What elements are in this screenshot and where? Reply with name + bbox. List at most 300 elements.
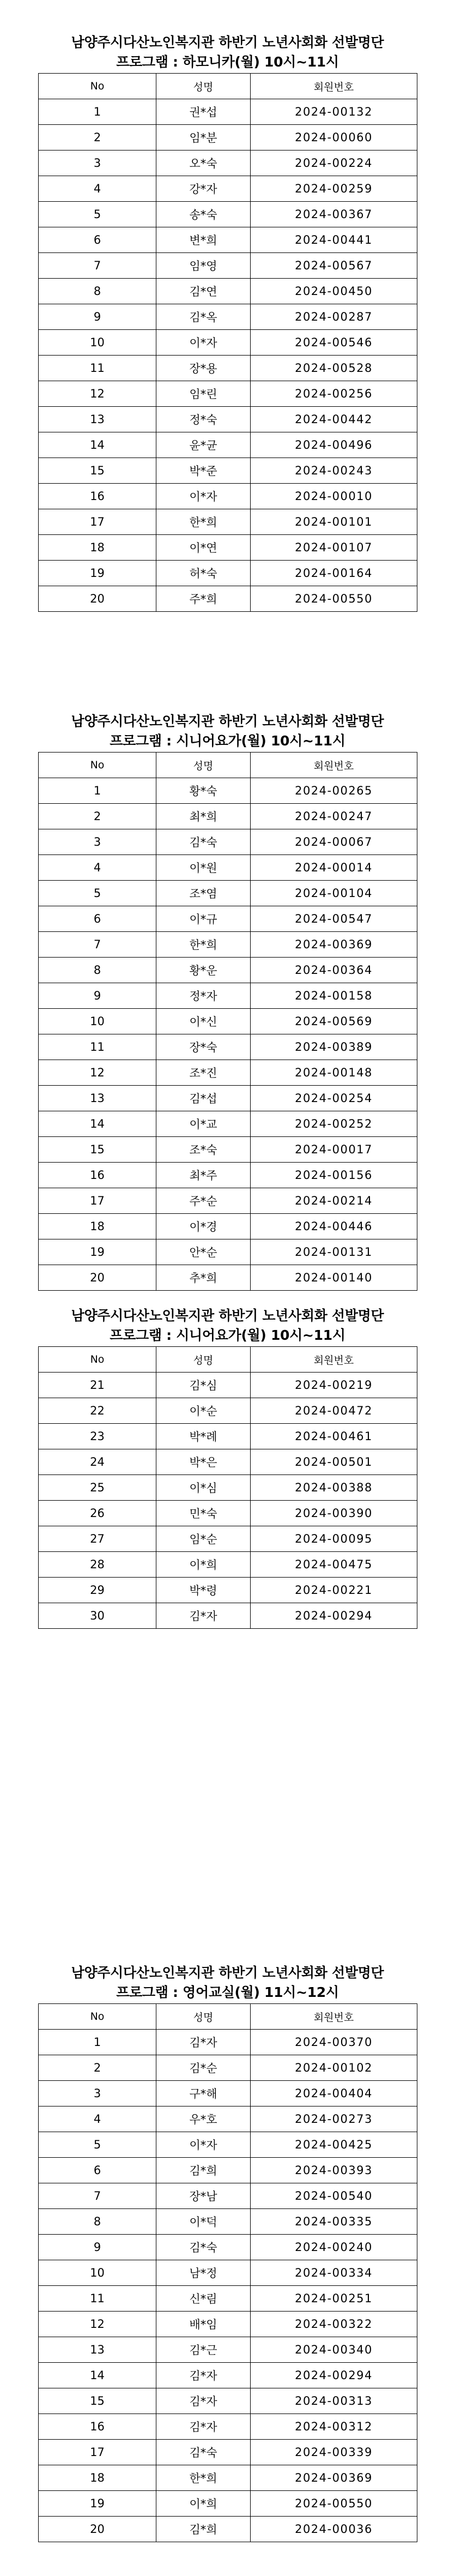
cell-name: 김*숙 [156, 2440, 251, 2465]
cell-name: 이*원 [156, 855, 251, 881]
table-row [39, 2312, 417, 2337]
cell-member-id: 2024-00472 [251, 1398, 417, 1424]
cell-name: 김*순 [156, 2055, 251, 2081]
cell-name: 한*희 [156, 932, 251, 958]
table-row [39, 2055, 417, 2081]
cell-no: 8 [39, 958, 156, 983]
cell-no: 9 [39, 2235, 156, 2260]
cell-name: 조*진 [156, 1060, 251, 1086]
cell-member-id: 2024-00322 [251, 2312, 417, 2337]
cell-name: 김*자 [156, 2030, 251, 2055]
cell-name: 김*희 [156, 2158, 251, 2183]
cell-member-id: 2024-00528 [251, 356, 417, 381]
cell-name: 구*해 [156, 2081, 251, 2106]
table-row [39, 1603, 417, 1629]
cell-name: 민*숙 [156, 1501, 251, 1526]
table-row [39, 804, 417, 829]
cell-name: 최*희 [156, 804, 251, 829]
table-row [39, 2030, 417, 2055]
roster-section-yoga-1 [38, 712, 417, 1291]
cell-no: 6 [39, 227, 156, 253]
header-name: 성명 [156, 74, 251, 99]
cell-no: 5 [39, 2132, 156, 2158]
cell-no: 1 [39, 778, 156, 804]
table-header-row [39, 74, 417, 99]
cell-member-id: 2024-00060 [251, 125, 417, 151]
cell-no: 15 [39, 2388, 156, 2414]
table-row [39, 432, 417, 458]
roster-section-yoga-2 [38, 1306, 417, 1629]
cell-no: 30 [39, 1603, 156, 1629]
cell-name: 조*염 [156, 881, 251, 906]
cell-no: 1 [39, 99, 156, 125]
cell-name: 김*심 [156, 1373, 251, 1398]
cell-member-id: 2024-00446 [251, 1214, 417, 1239]
cell-member-id: 2024-00335 [251, 2209, 417, 2235]
cell-no: 19 [39, 2491, 156, 2517]
cell-name: 이*자 [156, 330, 251, 356]
table-header-row [39, 753, 417, 778]
cell-name: 이*순 [156, 1398, 251, 1424]
cell-member-id: 2024-00164 [251, 561, 417, 586]
cell-no: 5 [39, 881, 156, 906]
table-header-row [39, 1347, 417, 1373]
cell-no: 2 [39, 804, 156, 829]
cell-member-id: 2024-00017 [251, 1137, 417, 1163]
table-header-row [39, 2004, 417, 2030]
table-row [39, 535, 417, 561]
table-row [39, 1239, 417, 1265]
cell-name: 장*용 [156, 356, 251, 381]
cell-name: 이*자 [156, 2132, 251, 2158]
cell-no: 13 [39, 1086, 156, 1111]
table-row [39, 151, 417, 176]
cell-member-id: 2024-00240 [251, 2235, 417, 2260]
table-row [39, 304, 417, 330]
cell-name: 이*교 [156, 1111, 251, 1137]
cell-name: 오*숙 [156, 151, 251, 176]
cell-no: 25 [39, 1475, 156, 1501]
cell-name: 주*순 [156, 1188, 251, 1214]
header-member-id: 회원번호 [251, 2004, 417, 2030]
table-row [39, 1449, 417, 1475]
table-row [39, 855, 417, 881]
table-row [39, 1214, 417, 1239]
table-row [39, 202, 417, 227]
cell-member-id: 2024-00364 [251, 958, 417, 983]
cell-member-id: 2024-00247 [251, 804, 417, 829]
cell-no: 1 [39, 2030, 156, 2055]
cell-no: 9 [39, 304, 156, 330]
roster-table [38, 2003, 417, 2542]
cell-no: 2 [39, 125, 156, 151]
cell-name: 한*희 [156, 509, 251, 535]
program-title: 프로그램 : 시니어요가(월) 10시~11시 [110, 733, 345, 749]
cell-member-id: 2024-00251 [251, 2286, 417, 2312]
cell-name: 정*자 [156, 983, 251, 1009]
cell-member-id: 2024-00014 [251, 855, 417, 881]
table-row [39, 1188, 417, 1214]
cell-member-id: 2024-00287 [251, 304, 417, 330]
cell-member-id: 2024-00273 [251, 2106, 417, 2132]
cell-name: 김*자 [156, 2363, 251, 2388]
cell-member-id: 2024-00036 [251, 2517, 417, 2542]
table-row [39, 829, 417, 855]
cell-no: 11 [39, 356, 156, 381]
cell-member-id: 2024-00224 [251, 151, 417, 176]
roster-table [38, 1346, 417, 1629]
cell-no: 4 [39, 855, 156, 881]
table-row [39, 561, 417, 586]
table-row [39, 2465, 417, 2491]
cell-no: 7 [39, 932, 156, 958]
cell-name: 김*근 [156, 2337, 251, 2363]
table-row [39, 2235, 417, 2260]
cell-no: 4 [39, 2106, 156, 2132]
table-row [39, 407, 417, 432]
cell-member-id: 2024-00148 [251, 1060, 417, 1086]
cell-member-id: 2024-00312 [251, 2414, 417, 2440]
cell-name: 이*희 [156, 1552, 251, 1578]
table-row [39, 458, 417, 484]
table-row [39, 1398, 417, 1424]
cell-name: 임*영 [156, 253, 251, 279]
cell-member-id: 2024-00313 [251, 2388, 417, 2414]
cell-member-id: 2024-00425 [251, 2132, 417, 2158]
cell-name: 이*연 [156, 535, 251, 561]
cell-member-id: 2024-00101 [251, 509, 417, 535]
cell-name: 이*신 [156, 1009, 251, 1034]
cell-no: 17 [39, 1188, 156, 1214]
cell-member-id: 2024-00547 [251, 906, 417, 932]
header-name: 성명 [156, 2004, 251, 2030]
table-row [39, 2209, 417, 2235]
header-no: No [39, 74, 156, 99]
cell-name: 황*운 [156, 958, 251, 983]
cell-member-id: 2024-00441 [251, 227, 417, 253]
cell-no: 20 [39, 2517, 156, 2542]
table-row [39, 1009, 417, 1034]
cell-member-id: 2024-00132 [251, 99, 417, 125]
cell-name: 임*순 [156, 1526, 251, 1552]
cell-no: 17 [39, 2440, 156, 2465]
cell-name: 안*순 [156, 1239, 251, 1265]
cell-member-id: 2024-00567 [251, 253, 417, 279]
cell-name: 남*정 [156, 2260, 251, 2286]
table-row [39, 279, 417, 304]
cell-no: 20 [39, 1265, 156, 1291]
cell-member-id: 2024-00442 [251, 407, 417, 432]
roster-table [38, 73, 417, 612]
cell-no: 3 [39, 151, 156, 176]
table-row [39, 330, 417, 356]
cell-no: 9 [39, 983, 156, 1009]
table-row [39, 586, 417, 612]
table-row [39, 2132, 417, 2158]
cell-member-id: 2024-00393 [251, 2158, 417, 2183]
document-title: 남양주시다산노인복지관 하반기 노년사회화 선발명단 [71, 34, 384, 50]
table-row [39, 1526, 417, 1552]
cell-member-id: 2024-00569 [251, 1009, 417, 1034]
cell-name: 김*자 [156, 1603, 251, 1629]
cell-no: 13 [39, 407, 156, 432]
table-row [39, 253, 417, 279]
document-title: 남양주시다산노인복지관 하반기 노년사회화 선발명단 [71, 1308, 384, 1323]
cell-name: 박*령 [156, 1578, 251, 1603]
table-row [39, 125, 417, 151]
cell-member-id: 2024-00243 [251, 458, 417, 484]
cell-no: 4 [39, 176, 156, 202]
cell-member-id: 2024-00252 [251, 1111, 417, 1137]
cell-no: 2 [39, 2055, 156, 2081]
table-row [39, 1501, 417, 1526]
table-row [39, 2388, 417, 2414]
cell-no: 18 [39, 535, 156, 561]
table-row [39, 906, 417, 932]
cell-name: 권*섭 [156, 99, 251, 125]
header-no: No [39, 753, 156, 778]
cell-name: 윤*균 [156, 432, 251, 458]
roster-section-english [38, 1963, 417, 2542]
cell-member-id: 2024-00259 [251, 176, 417, 202]
cell-name: 변*희 [156, 227, 251, 253]
table-row [39, 2183, 417, 2209]
cell-no: 14 [39, 432, 156, 458]
cell-no: 18 [39, 2465, 156, 2491]
cell-member-id: 2024-00370 [251, 2030, 417, 2055]
cell-no: 12 [39, 2312, 156, 2337]
header-name: 성명 [156, 1347, 251, 1373]
header-no: No [39, 1347, 156, 1373]
table-row [39, 1265, 417, 1291]
cell-name: 임*린 [156, 381, 251, 407]
table-row [39, 958, 417, 983]
cell-no: 7 [39, 2183, 156, 2209]
table-row [39, 1163, 417, 1188]
cell-member-id: 2024-00010 [251, 484, 417, 509]
cell-member-id: 2024-00546 [251, 330, 417, 356]
table-row [39, 2286, 417, 2312]
cell-name: 조*숙 [156, 1137, 251, 1163]
cell-no: 10 [39, 1009, 156, 1034]
cell-no: 14 [39, 2363, 156, 2388]
cell-member-id: 2024-00550 [251, 2491, 417, 2517]
cell-member-id: 2024-00254 [251, 1086, 417, 1111]
cell-name: 장*남 [156, 2183, 251, 2209]
cell-member-id: 2024-00221 [251, 1578, 417, 1603]
cell-name: 정*숙 [156, 407, 251, 432]
cell-name: 이*덕 [156, 2209, 251, 2235]
cell-member-id: 2024-00388 [251, 1475, 417, 1501]
cell-name: 박*준 [156, 458, 251, 484]
cell-member-id: 2024-00158 [251, 983, 417, 1009]
table-row [39, 983, 417, 1009]
cell-no: 8 [39, 279, 156, 304]
cell-member-id: 2024-00450 [251, 279, 417, 304]
cell-no: 23 [39, 1424, 156, 1449]
table-row [39, 176, 417, 202]
cell-member-id: 2024-00131 [251, 1239, 417, 1265]
cell-no: 20 [39, 586, 156, 612]
cell-no: 3 [39, 829, 156, 855]
cell-member-id: 2024-00389 [251, 1034, 417, 1060]
table-row [39, 2081, 417, 2106]
cell-name: 허*숙 [156, 561, 251, 586]
table-row [39, 2491, 417, 2517]
cell-member-id: 2024-00367 [251, 202, 417, 227]
cell-member-id: 2024-00095 [251, 1526, 417, 1552]
table-row [39, 932, 417, 958]
document-title: 남양주시다산노인복지관 하반기 노년사회화 선발명단 [71, 1965, 384, 1981]
cell-no: 3 [39, 2081, 156, 2106]
cell-name: 이*심 [156, 1475, 251, 1501]
program-title: 프로그램 : 영어교실(월) 11시~12시 [116, 1984, 339, 2000]
cell-member-id: 2024-00107 [251, 535, 417, 561]
table-row [39, 2260, 417, 2286]
cell-member-id: 2024-00404 [251, 2081, 417, 2106]
header-member-id: 회원번호 [251, 74, 417, 99]
cell-name: 송*숙 [156, 202, 251, 227]
cell-member-id: 2024-00540 [251, 2183, 417, 2209]
header-member-id: 회원번호 [251, 753, 417, 778]
cell-name: 주*희 [156, 586, 251, 612]
cell-no: 16 [39, 1163, 156, 1188]
cell-name: 김*옥 [156, 304, 251, 330]
table-row [39, 1475, 417, 1501]
table-row [39, 1111, 417, 1137]
table-row [39, 99, 417, 125]
cell-name: 김*섭 [156, 1086, 251, 1111]
cell-member-id: 2024-00550 [251, 586, 417, 612]
cell-member-id: 2024-00294 [251, 2363, 417, 2388]
cell-no: 22 [39, 1398, 156, 1424]
cell-no: 24 [39, 1449, 156, 1475]
cell-member-id: 2024-00256 [251, 381, 417, 407]
cell-name: 배*임 [156, 2312, 251, 2337]
table-row [39, 484, 417, 509]
header-member-id: 회원번호 [251, 1347, 417, 1373]
cell-no: 5 [39, 202, 156, 227]
cell-name: 김*숙 [156, 829, 251, 855]
cell-name: 김*희 [156, 2517, 251, 2542]
header-name: 성명 [156, 753, 251, 778]
cell-no: 17 [39, 509, 156, 535]
table-row [39, 2337, 417, 2363]
program-title: 프로그램 : 시니어요가(월) 10시~11시 [110, 1327, 345, 1343]
cell-name: 우*호 [156, 2106, 251, 2132]
cell-name: 김*숙 [156, 2235, 251, 2260]
cell-no: 16 [39, 484, 156, 509]
cell-member-id: 2024-00461 [251, 1424, 417, 1449]
cell-name: 강*자 [156, 176, 251, 202]
table-row [39, 2106, 417, 2132]
table-row [39, 1424, 417, 1449]
table-row [39, 1086, 417, 1111]
cell-no: 6 [39, 2158, 156, 2183]
program-title: 프로그램 : 하모니카(월) 10시~11시 [116, 54, 339, 70]
cell-name: 한*희 [156, 2465, 251, 2491]
cell-name: 추*희 [156, 1265, 251, 1291]
table-row [39, 2440, 417, 2465]
cell-no: 27 [39, 1526, 156, 1552]
cell-no: 26 [39, 1501, 156, 1526]
cell-name: 장*숙 [156, 1034, 251, 1060]
cell-no: 10 [39, 2260, 156, 2286]
cell-member-id: 2024-00334 [251, 2260, 417, 2286]
cell-no: 18 [39, 1214, 156, 1239]
table-row [39, 881, 417, 906]
cell-no: 15 [39, 1137, 156, 1163]
cell-no: 15 [39, 458, 156, 484]
cell-no: 10 [39, 330, 156, 356]
cell-no: 7 [39, 253, 156, 279]
cell-name: 이*규 [156, 906, 251, 932]
cell-no: 6 [39, 906, 156, 932]
table-row [39, 1137, 417, 1163]
cell-name: 김*자 [156, 2388, 251, 2414]
table-row [39, 2363, 417, 2388]
cell-name: 이*희 [156, 2491, 251, 2517]
cell-member-id: 2024-00496 [251, 432, 417, 458]
cell-member-id: 2024-00140 [251, 1265, 417, 1291]
cell-member-id: 2024-00475 [251, 1552, 417, 1578]
cell-member-id: 2024-00156 [251, 1163, 417, 1188]
cell-name: 황*숙 [156, 778, 251, 804]
cell-no: 28 [39, 1552, 156, 1578]
cell-member-id: 2024-00104 [251, 881, 417, 906]
table-row [39, 1552, 417, 1578]
table-row [39, 227, 417, 253]
cell-no: 19 [39, 561, 156, 586]
table-row [39, 1060, 417, 1086]
cell-no: 13 [39, 2337, 156, 2363]
header-no: No [39, 2004, 156, 2030]
roster-section-harmonica [38, 33, 417, 612]
table-row [39, 2517, 417, 2542]
cell-member-id: 2024-00340 [251, 2337, 417, 2363]
cell-no: 21 [39, 1373, 156, 1398]
cell-member-id: 2024-00214 [251, 1188, 417, 1214]
cell-no: 11 [39, 1034, 156, 1060]
roster-table [38, 752, 417, 1291]
cell-name: 임*분 [156, 125, 251, 151]
table-row [39, 1578, 417, 1603]
cell-no: 12 [39, 1060, 156, 1086]
cell-member-id: 2024-00369 [251, 932, 417, 958]
cell-name: 박*례 [156, 1424, 251, 1449]
table-row [39, 356, 417, 381]
cell-no: 12 [39, 381, 156, 407]
cell-name: 김*연 [156, 279, 251, 304]
cell-member-id: 2024-00294 [251, 1603, 417, 1629]
cell-name: 이*경 [156, 1214, 251, 1239]
cell-no: 11 [39, 2286, 156, 2312]
cell-no: 14 [39, 1111, 156, 1137]
cell-member-id: 2024-00390 [251, 1501, 417, 1526]
table-row [39, 1373, 417, 1398]
table-row [39, 778, 417, 804]
cell-member-id: 2024-00369 [251, 2465, 417, 2491]
table-row [39, 2414, 417, 2440]
cell-no: 19 [39, 1239, 156, 1265]
table-row [39, 381, 417, 407]
cell-no: 29 [39, 1578, 156, 1603]
cell-member-id: 2024-00501 [251, 1449, 417, 1475]
cell-name: 최*주 [156, 1163, 251, 1188]
cell-member-id: 2024-00102 [251, 2055, 417, 2081]
cell-name: 김*자 [156, 2414, 251, 2440]
cell-name: 신*림 [156, 2286, 251, 2312]
